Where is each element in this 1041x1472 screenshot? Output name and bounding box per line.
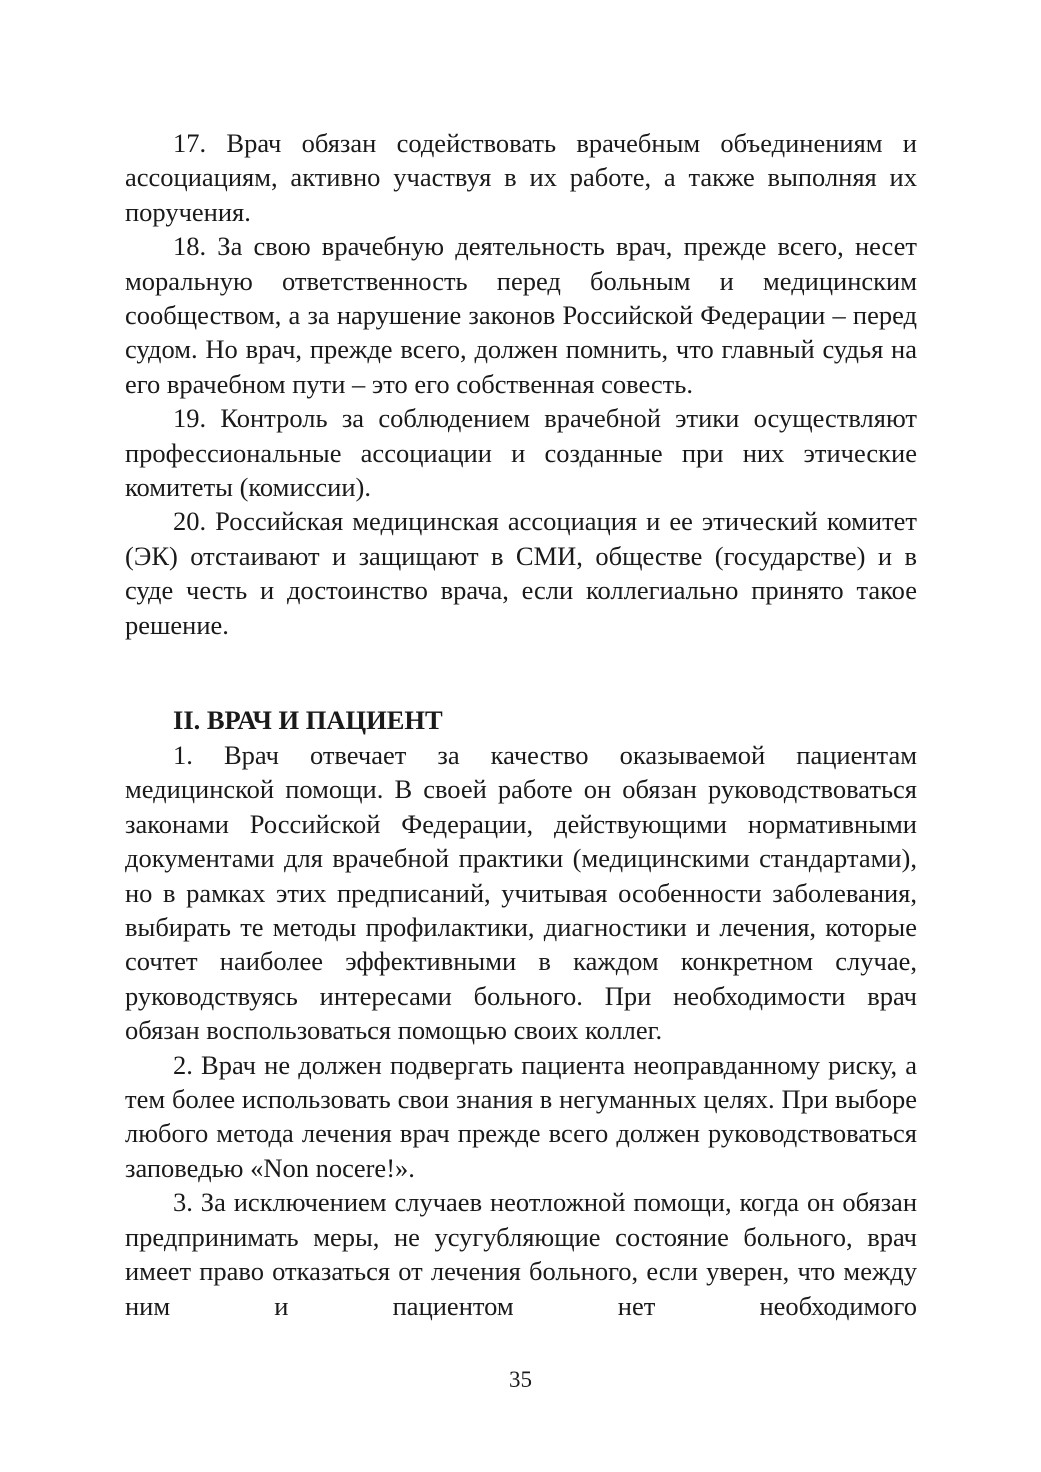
paragraph-20: 20. Российская медицинская ассоциация и ее этический комитет (ЭК) отстаивают и защищают в СМИ, обществе (государстве) и в суде честь и достоинство врача, если коллегиально принято такое решение. — [125, 506, 917, 640]
upper-text-block — [125, 126, 917, 642]
section-paragraph-1: 1. Врач отвечает за качество оказываемой пациентам медицинской помощи. В своей работе он обязан руководствоваться законами Российской Федерации, действующими нормативными документами для врачебной практики (медицинскими стандартами), но в рамках этих предписаний, учитывая особенности заболевания, выбирать те методы профилактики, диагностики и лечения, которые сочтет наиболее эффективными в каждом конкретном случае, руководствуясь интересами больного. При необходимости врач обязан воспользоваться помощью своих коллег. — [125, 740, 917, 1046]
section-paragraph-2: 2. Врач не должен подвергать пациента неоправданному риску, а тем более использовать свои знания в негуманных целях. При выборе любого метода лечения врач прежде всего должен руководствоваться заповедью «Non nocere!». — [125, 1049, 917, 1183]
page-number: 35 — [509, 1367, 532, 1392]
paragraph-19: 19. Контроль за соблюдением врачебной этики осуществляют профессиональные ассоциации и созданные при них этические комитеты (комиссии). — [125, 403, 917, 503]
section-paragraph-3: 3. За исключением случаев неотложной помощи, когда он обязан предпринимать меры, не усугубляющие состояние больного, врач имеет право отказаться от лечения больного, если уверен, что между ним и пациентом нет необходимого — [125, 1187, 917, 1321]
paragraph-17: 17. Врач обязан содействовать врачебным объединениям и ассоциациям, активно участвуя в их работе, а также выполняя их поручения. — [125, 128, 917, 227]
paragraph-18: 18. За свою врачебную деятельность врач, прежде всего, несет моральную ответственность перед больным и медицинским сообществом, а за нарушение законов Российской Федерации – перед судом. Но врач, прежде всего, должен помнить, что главный судья на его врачебном пути – это его собственная совесть. — [125, 231, 917, 399]
section-text-block — [125, 702, 917, 1323]
section-heading: II. ВРАЧ И ПАЦИЕНТ — [173, 705, 443, 735]
